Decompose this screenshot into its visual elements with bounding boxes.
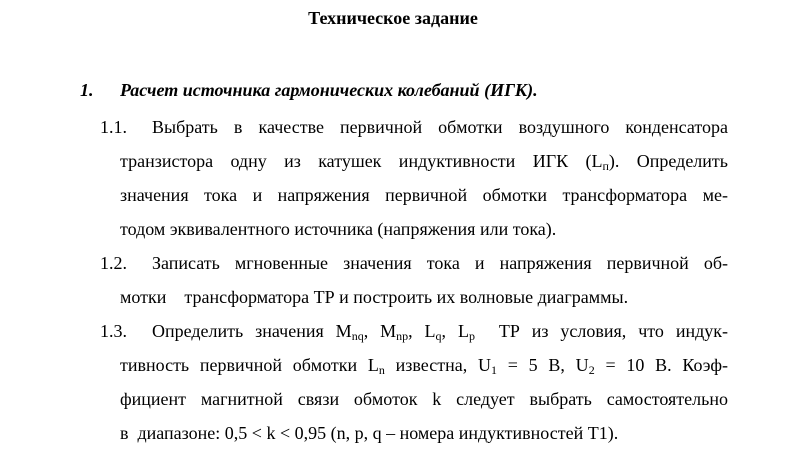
item-1-2-line-2 (100, 280, 728, 314)
subscript: np (396, 329, 409, 343)
subscript: п (602, 159, 609, 173)
item-number: 1.1. (100, 117, 127, 137)
item-text: в диапазоне: 0,5 < k < 0,95 (n, p, q – номера индуктивностей Т1). (120, 423, 619, 443)
item-1-3 (100, 314, 728, 450)
item-text: Определить значения М (152, 321, 352, 341)
item-1-3-line-4 (100, 416, 728, 450)
item-text: ТР из условия, что индук- (474, 321, 728, 341)
item-text: фициент магнитной связи обмоток k следует выбрать самостоятельно (120, 389, 728, 409)
subscript: q (435, 329, 442, 343)
item-1-3-line-3 (100, 382, 728, 416)
item-1-1-line-2 (100, 144, 728, 178)
subscript: n (378, 363, 385, 377)
item-text: значения тока и напряжения первичной обмотки трансформатора ме- (120, 185, 728, 205)
item-number: 1.2. (100, 253, 127, 273)
item-text: Записать мгновенные значения тока и напряжения первичной об- (152, 253, 728, 273)
subscript: nq (351, 329, 364, 343)
item-text: , L (441, 321, 469, 341)
item-1-3-line-1 (100, 314, 728, 348)
item-1-1-line-3 (100, 178, 728, 212)
item-1-1-line-1 (100, 110, 728, 144)
item-text: мотки трансформатора ТР и построить их волновые диаграммы. (120, 287, 629, 307)
item-text: = 10 В. Коэф- (594, 355, 729, 375)
section-number: 1. (80, 80, 94, 100)
item-text: , М (363, 321, 397, 341)
item-1-2-line-1 (100, 246, 728, 280)
item-text: тодом эквивалентного источника (напряжения или тока). (120, 219, 557, 239)
item-text: = 5 В, U (496, 355, 589, 375)
document-title: Техническое задание (308, 8, 478, 28)
subscript: p (468, 329, 475, 343)
item-1-3-line-2 (100, 348, 728, 382)
item-1-1-line-4 (100, 212, 728, 246)
section-heading (80, 78, 538, 102)
section-title: Расчет источника гармонических колебаний (ИГК). (120, 80, 538, 100)
item-text: транзистора одну из катушек индуктивности ИГК (L (120, 151, 603, 171)
item-text: тивность первичной обмотки L (120, 355, 379, 375)
item-number: 1.3. (100, 321, 127, 341)
item-1-1 (100, 110, 728, 246)
subscript: 1 (490, 363, 497, 377)
subscript: 2 (588, 363, 595, 377)
item-text: Выбрать в качестве первичной обмотки воздушного конденсатора (152, 117, 728, 137)
item-text: , L (408, 321, 436, 341)
item-1-2 (100, 246, 728, 314)
item-text: ). Определить (608, 151, 729, 171)
item-text: известна, U (384, 355, 491, 375)
